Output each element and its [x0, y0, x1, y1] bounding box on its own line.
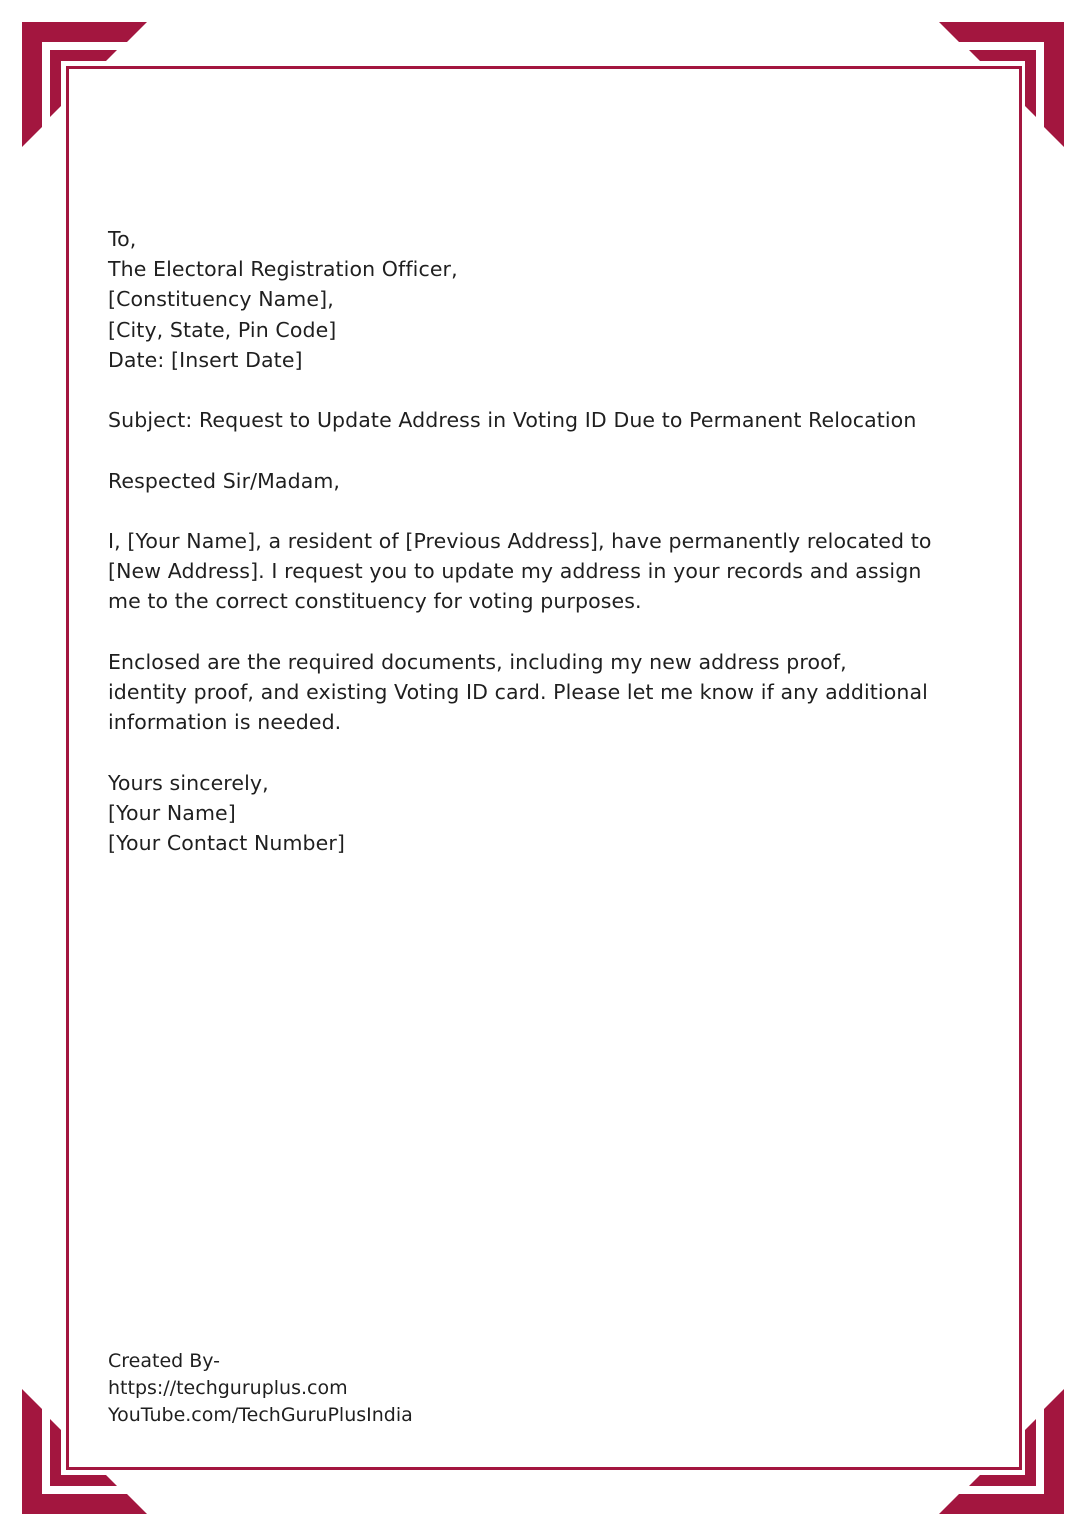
recipient-location: [City, State, Pin Code]: [108, 317, 337, 342]
letter-closing: Yours sincerely,: [108, 770, 269, 795]
body-paragraph-2: [108, 647, 988, 738]
signature-name: [Your Name]: [108, 800, 236, 825]
website-link[interactable]: https://techguruplus.com: [108, 1377, 348, 1399]
letter-date: Date: [Insert Date]: [108, 347, 303, 372]
youtube-link[interactable]: YouTube.com/TechGuruPlusIndia: [108, 1404, 413, 1426]
paragraph-line: me to the correct constituency for voting purposes.: [108, 589, 642, 614]
recipient-title: The Electoral Registration Officer,: [108, 257, 458, 282]
paragraph-line: Enclosed are the required documents, including my new address proof,: [108, 649, 847, 674]
paragraph-line: [New Address]. I request you to update my address in your records and assign: [108, 559, 922, 584]
created-by-label: Created By-: [108, 1350, 221, 1372]
creator-footer: [108, 1348, 413, 1429]
salutation-to: To,: [108, 227, 137, 251]
corner-ornament-top-left: [22, 22, 147, 147]
paragraph-line: identity proof, and existing Voting ID card. Please let me know if any additional: [108, 679, 928, 704]
corner-ornament-top-right: [939, 22, 1064, 147]
recipient-constituency: [Constituency Name],: [108, 287, 334, 312]
body-paragraph-1: [108, 526, 988, 617]
letter-greeting: Respected Sir/Madam,: [108, 468, 341, 493]
letter-subject: Subject: Request to Update Address in Voting ID Due to Permanent Relocation: [108, 408, 917, 433]
corner-ornament-icon: [939, 1389, 1064, 1514]
signature-contact: [Your Contact Number]: [108, 830, 345, 855]
paragraph-line: information is needed.: [108, 710, 342, 735]
corner-ornament-icon: [22, 22, 147, 147]
corner-ornament-icon: [939, 22, 1064, 147]
corner-ornament-bottom-right: [939, 1389, 1064, 1514]
paragraph-line: I, [Your Name], a resident of [Previous Address], have permanently relocated to: [108, 528, 932, 553]
letter-body: [108, 224, 988, 858]
